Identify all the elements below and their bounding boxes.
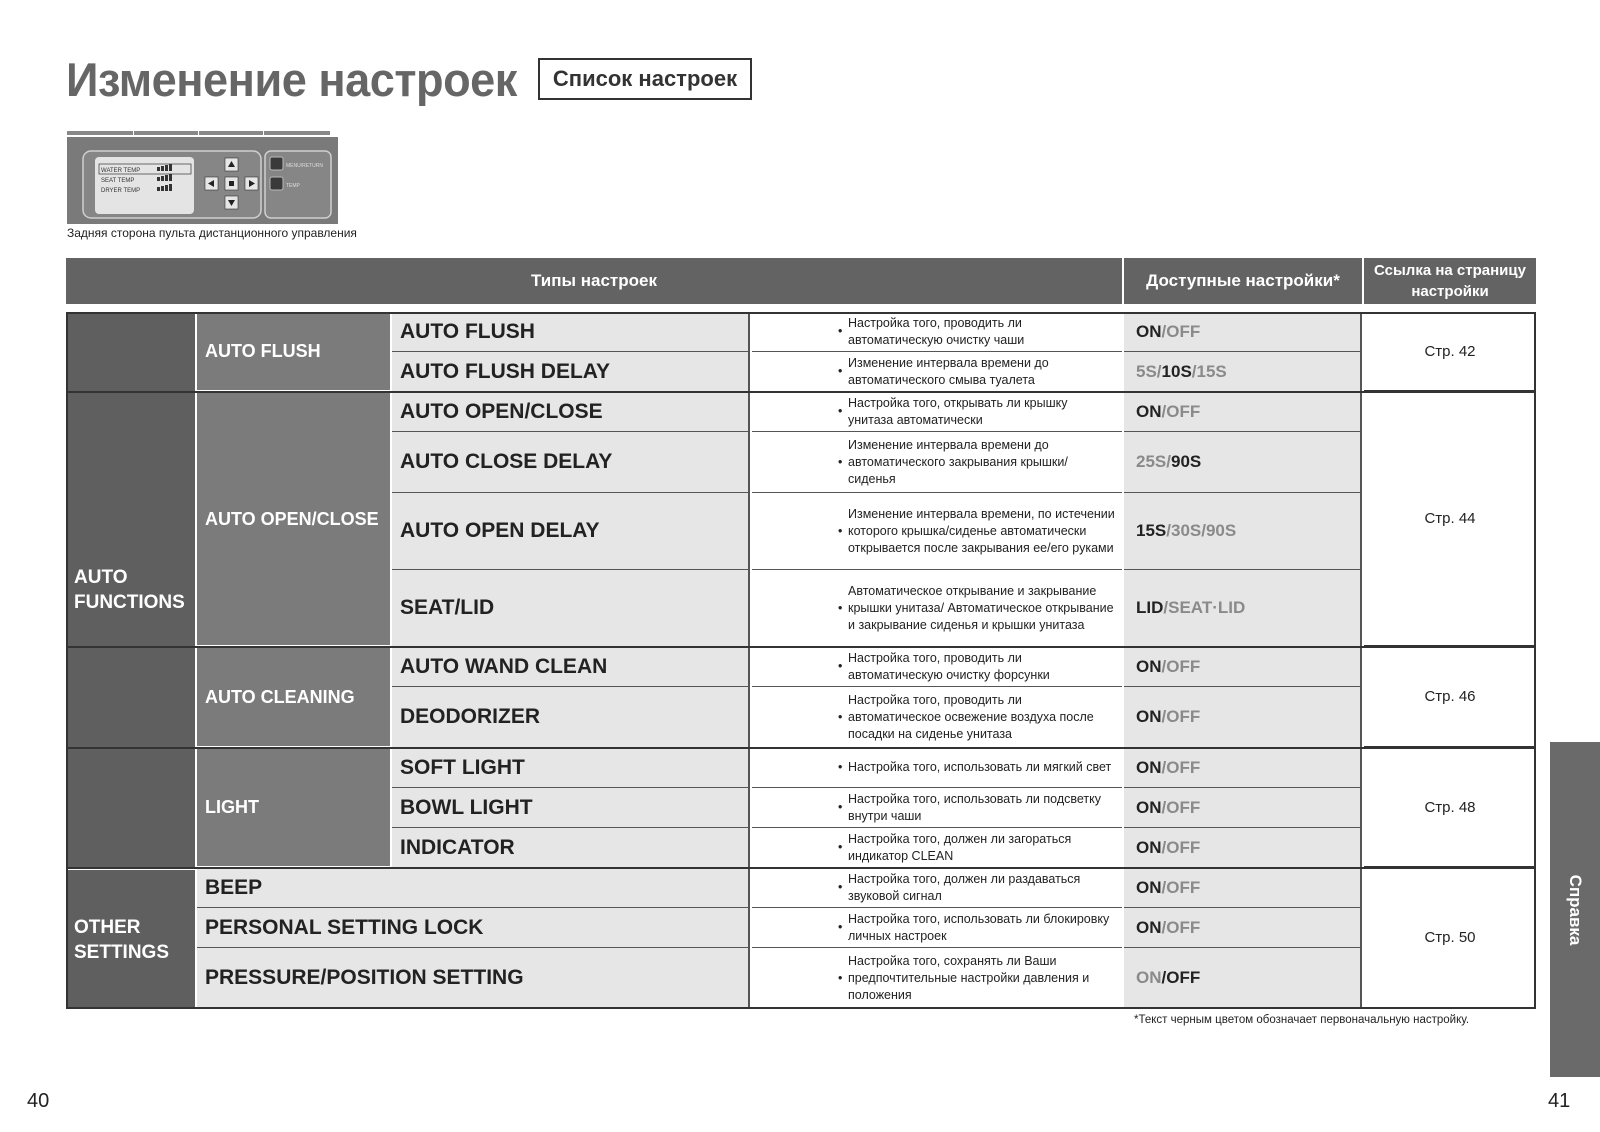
option-value: OFF [1166, 837, 1201, 857]
group-divider [66, 646, 1536, 648]
description-text: Настройка того, открывать ли крышку унитаза автоматически [848, 395, 1068, 427]
option-separator: / [1163, 598, 1169, 617]
option-value: SEAT·LID [1168, 598, 1246, 617]
setting-name[interactable]: PERSONAL SETTING LOCK [197, 908, 750, 948]
option-separator: / [1161, 321, 1167, 341]
options-text [1136, 521, 1236, 541]
option-separator: / [1161, 656, 1167, 676]
option-separator: / [1191, 361, 1197, 381]
category-other-settings: OTHER SETTINGS [66, 870, 195, 1009]
option-separator: / [1166, 452, 1171, 471]
option-separator: / [1161, 968, 1167, 987]
setting-options[interactable] [1124, 432, 1362, 493]
page-reference[interactable]: Стр. 42 [1364, 312, 1536, 392]
setting-options[interactable] [1124, 647, 1362, 687]
option-separator: / [1161, 707, 1167, 726]
bullet-icon: • [838, 659, 843, 673]
page-reference[interactable]: Стр. 46 [1364, 647, 1536, 748]
option-separator: / [1161, 877, 1167, 897]
bullet-icon: • [838, 760, 843, 774]
setting-description [752, 948, 1122, 1009]
setting-name[interactable]: AUTO OPEN DELAY [392, 493, 750, 570]
setting-description [752, 868, 1122, 908]
setting-options[interactable] [1124, 948, 1362, 1009]
setting-name[interactable]: AUTO WAND CLEAN [392, 647, 750, 687]
bullet-icon: • [838, 364, 843, 378]
option-value: OFF [1166, 707, 1201, 726]
setting-name[interactable]: AUTO FLUSH [392, 312, 750, 352]
description-text: Настройка того, использовать ли блокировку личных настроек [848, 911, 1110, 943]
remote-caption: Задняя сторона пульта дистанционного управления [67, 226, 357, 240]
group-divider [66, 867, 1536, 869]
option-value: OFF [1166, 797, 1201, 817]
header-page-reference: Ссылка на страницу настройки [1364, 258, 1536, 304]
setting-name[interactable]: BOWL LIGHT [392, 788, 750, 828]
option-value: OFF [1166, 757, 1201, 777]
option-value: 30S [1170, 521, 1202, 540]
setting-name[interactable]: AUTO OPEN/CLOSE [392, 392, 750, 432]
setting-description [752, 687, 1122, 748]
setting-name[interactable]: SEAT/LID [392, 570, 750, 647]
option-value: OFF [1166, 401, 1201, 421]
setting-description [752, 312, 1122, 352]
description-text: Настройка того, использовать ли мягкий свет [848, 760, 1112, 774]
remote-temp-label: TEMP [286, 183, 300, 189]
setting-options[interactable] [1124, 908, 1362, 948]
option-value: OFF [1166, 321, 1201, 341]
option-value: ON [1136, 401, 1162, 421]
options-text [1136, 918, 1200, 938]
option-separator: / [1156, 361, 1162, 381]
options-text [1136, 798, 1200, 818]
option-value: OFF [1166, 877, 1201, 897]
setting-options[interactable] [1124, 687, 1362, 748]
option-value: ON [1136, 656, 1162, 676]
setting-options[interactable] [1124, 392, 1362, 432]
bullet-icon: • [838, 709, 843, 724]
options-text [1136, 758, 1200, 778]
setting-options[interactable] [1124, 352, 1362, 392]
option-separator: / [1161, 837, 1167, 857]
options-text [1136, 878, 1200, 898]
page-number-right: 41 [1548, 1090, 1571, 1112]
setting-options[interactable] [1124, 828, 1362, 868]
setting-name[interactable]: DEODORIZER [392, 687, 750, 748]
option-value: OFF [1166, 917, 1201, 937]
setting-description [752, 748, 1122, 788]
page-reference[interactable]: Стр. 50 [1364, 868, 1536, 1009]
setting-name[interactable]: AUTO CLOSE DELAY [392, 432, 750, 493]
option-value: 25S [1136, 452, 1167, 471]
remote-line-1: WATER TEMP [101, 168, 141, 174]
option-value: ON [1136, 837, 1162, 857]
options-text [1136, 657, 1200, 677]
bullet-icon: • [838, 920, 843, 934]
remote-line-2: SEAT TEMP [101, 178, 135, 184]
setting-options[interactable] [1124, 868, 1362, 908]
description-text: Настройка того, сохранять ли Ваши предпочтительные настройки давления и положения [848, 953, 1090, 1002]
options-text [1136, 598, 1245, 618]
description-text: Автоматическое открывание и закрывание крышки унитаза/ Автоматическое открывание и закрывание сиденья и крышки унитаза [848, 583, 1114, 632]
category-auto-functions: AUTO FUNCTIONS [66, 312, 195, 868]
page-reference[interactable]: Стр. 48 [1364, 748, 1536, 868]
setting-options[interactable] [1124, 493, 1362, 570]
setting-options[interactable] [1124, 748, 1362, 788]
option-separator: / [1161, 401, 1167, 421]
options-text [1136, 452, 1201, 472]
settings-list-badge: Список настроек [538, 58, 752, 100]
description-text: Изменение интервала времени до автоматического смыва туалета [848, 355, 1049, 387]
option-separator: / [1166, 521, 1171, 540]
description-text: Изменение интервала времени до автоматического закрывания крышки/ сиденья [848, 437, 1068, 486]
options-text [1136, 707, 1200, 727]
option-separator: / [1161, 917, 1167, 937]
description-text: Настройка того, проводить ли автоматическую очистку форсунки [848, 650, 1050, 682]
setting-options[interactable] [1124, 312, 1362, 352]
description-text: Настройка того, должен ли раздаваться звуковой сигнал [848, 871, 1081, 903]
setting-options[interactable] [1124, 570, 1362, 647]
group-auto-clean: AUTO CLEANING [197, 647, 390, 746]
group-divider [66, 747, 1536, 749]
setting-description [752, 570, 1122, 647]
header-available-settings: Доступные настройки* [1124, 258, 1362, 304]
options-text [1136, 322, 1200, 342]
option-value: ON [1136, 757, 1162, 777]
page-number-left: 40 [27, 1090, 50, 1112]
bullet-icon: • [838, 324, 843, 338]
setting-description [752, 493, 1122, 570]
option-value: ON [1136, 917, 1162, 937]
option-value: 90S [1170, 452, 1202, 471]
setting-description [752, 647, 1122, 687]
options-text [1136, 402, 1200, 422]
setting-options[interactable] [1124, 788, 1362, 828]
group-auto-flush: AUTO FLUSH [197, 312, 390, 390]
page-reference[interactable]: Стр. 44 [1364, 392, 1536, 647]
option-value: OFF [1166, 656, 1201, 676]
description-text: Изменение интервала времени, по истечении которого крышка/сиденье автоматически открывается после закрывания ее/его руками [848, 506, 1115, 555]
setting-description [752, 828, 1122, 868]
bullet-icon: • [838, 880, 843, 894]
description-text: Настройка того, должен ли загораться индикатор CLEAN [848, 831, 1072, 863]
setting-name[interactable]: INDICATOR [392, 828, 750, 868]
bullet-icon: • [838, 800, 843, 814]
header-setting-types: Типы настроек [66, 258, 1122, 304]
side-tab-label: Справка [1566, 874, 1585, 946]
setting-name[interactable]: SOFT LIGHT [392, 748, 750, 788]
remote-line-3: DRYER TEMP [101, 188, 141, 194]
options-text [1136, 968, 1200, 988]
option-value: ON [1136, 321, 1162, 341]
setting-description [752, 908, 1122, 948]
bullet-icon: • [838, 600, 843, 615]
group-divider [66, 391, 1536, 393]
setting-name[interactable]: AUTO FLUSH DELAY [392, 352, 750, 392]
remote-menu-label: MENU/RETURN [286, 163, 323, 169]
option-value: 15S [1196, 361, 1227, 381]
bullet-icon: • [838, 454, 843, 469]
option-value: 90S [1205, 521, 1237, 540]
option-value: ON [1136, 877, 1162, 897]
option-value: LID [1136, 598, 1164, 617]
description-text: Настройка того, проводить ли автоматическую очистку чаши [848, 315, 1025, 347]
option-value: 10S [1161, 361, 1192, 381]
bullet-icon: • [838, 523, 843, 538]
description-text: Настройка того, проводить ли автоматическое освежение воздуха после посадки на сиденье унитаза [848, 692, 1094, 741]
description-text: Настройка того, использовать ли подсветку внутри чаши [848, 791, 1102, 823]
page-title: Изменение настроек [66, 53, 517, 106]
remote-control-illustration [67, 131, 338, 224]
option-value: ON [1136, 707, 1162, 726]
option-value: 15S [1136, 521, 1167, 540]
option-separator: / [1201, 521, 1206, 540]
group-light: LIGHT [197, 748, 390, 866]
bullet-icon: • [838, 840, 843, 854]
group-auto-open: AUTO OPEN/CLOSE [197, 392, 390, 645]
option-separator: / [1161, 757, 1167, 777]
option-value: ON [1136, 797, 1162, 817]
bullet-icon: • [838, 970, 843, 985]
setting-name[interactable]: BEEP [197, 868, 750, 908]
options-text [1136, 362, 1227, 382]
setting-description [752, 788, 1122, 828]
setting-description [752, 432, 1122, 493]
options-text [1136, 838, 1200, 858]
bullet-icon: • [838, 404, 843, 418]
option-value: 5S [1136, 361, 1157, 381]
setting-description [752, 392, 1122, 432]
option-value: ON [1136, 968, 1162, 987]
setting-description [752, 352, 1122, 392]
reference-side-tab[interactable] [1550, 742, 1600, 1077]
footnote: *Текст черным цветом обозначает первоначальную настройку. [1134, 1014, 1470, 1026]
setting-name[interactable]: PRESSURE/POSITION SETTING [197, 948, 750, 1009]
option-separator: / [1161, 797, 1167, 817]
option-value: OFF [1166, 968, 1201, 987]
